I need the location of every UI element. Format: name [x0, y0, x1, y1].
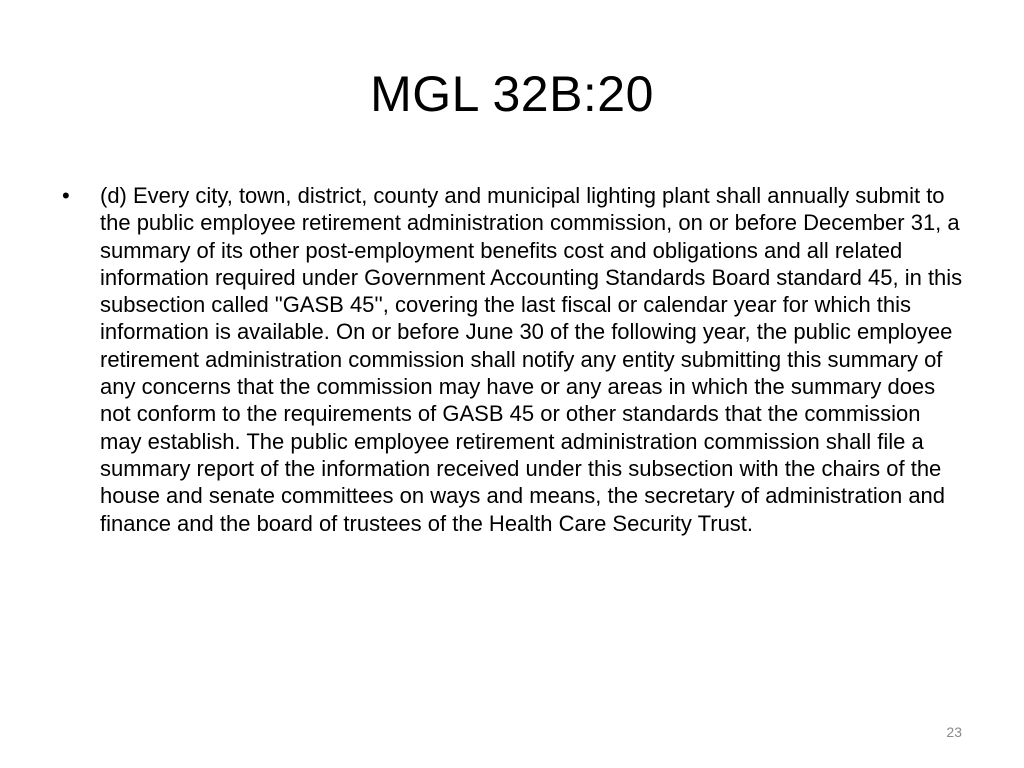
bullet-text: (d) Every city, town, district, county and municipal lighting plant shall annually submit to the public employee retirement administration commission, on or before December 31, a summary of its other post-employment benefits cost and obligations and all related information required under Government Accounting Standards Board standard 45, in this subsection called "GASB 45'', covering the last fiscal or calendar year for which this information is available. On or before June 30 of the following year, the public employee retirement administration commission shall notify any entity submitting this summary of any concerns that the commission may have or any areas in which the summary does not conform to the requirements of GASB 45 or other standards that the commission may establish. The public employee retirement administration commission shall file a summary report of the information received under this subsection with the chairs of the house and senate committees on ways and means, the secretary of administration and finance and the board of trustees of the Health Care Security Trust.: [100, 183, 963, 536]
bullet-list: [62, 182, 967, 537]
bullet-marker: •: [62, 183, 70, 208]
bullet-item: [62, 182, 967, 537]
page-number: 23: [946, 724, 962, 740]
slide-title: MGL 32B:20: [370, 66, 654, 122]
